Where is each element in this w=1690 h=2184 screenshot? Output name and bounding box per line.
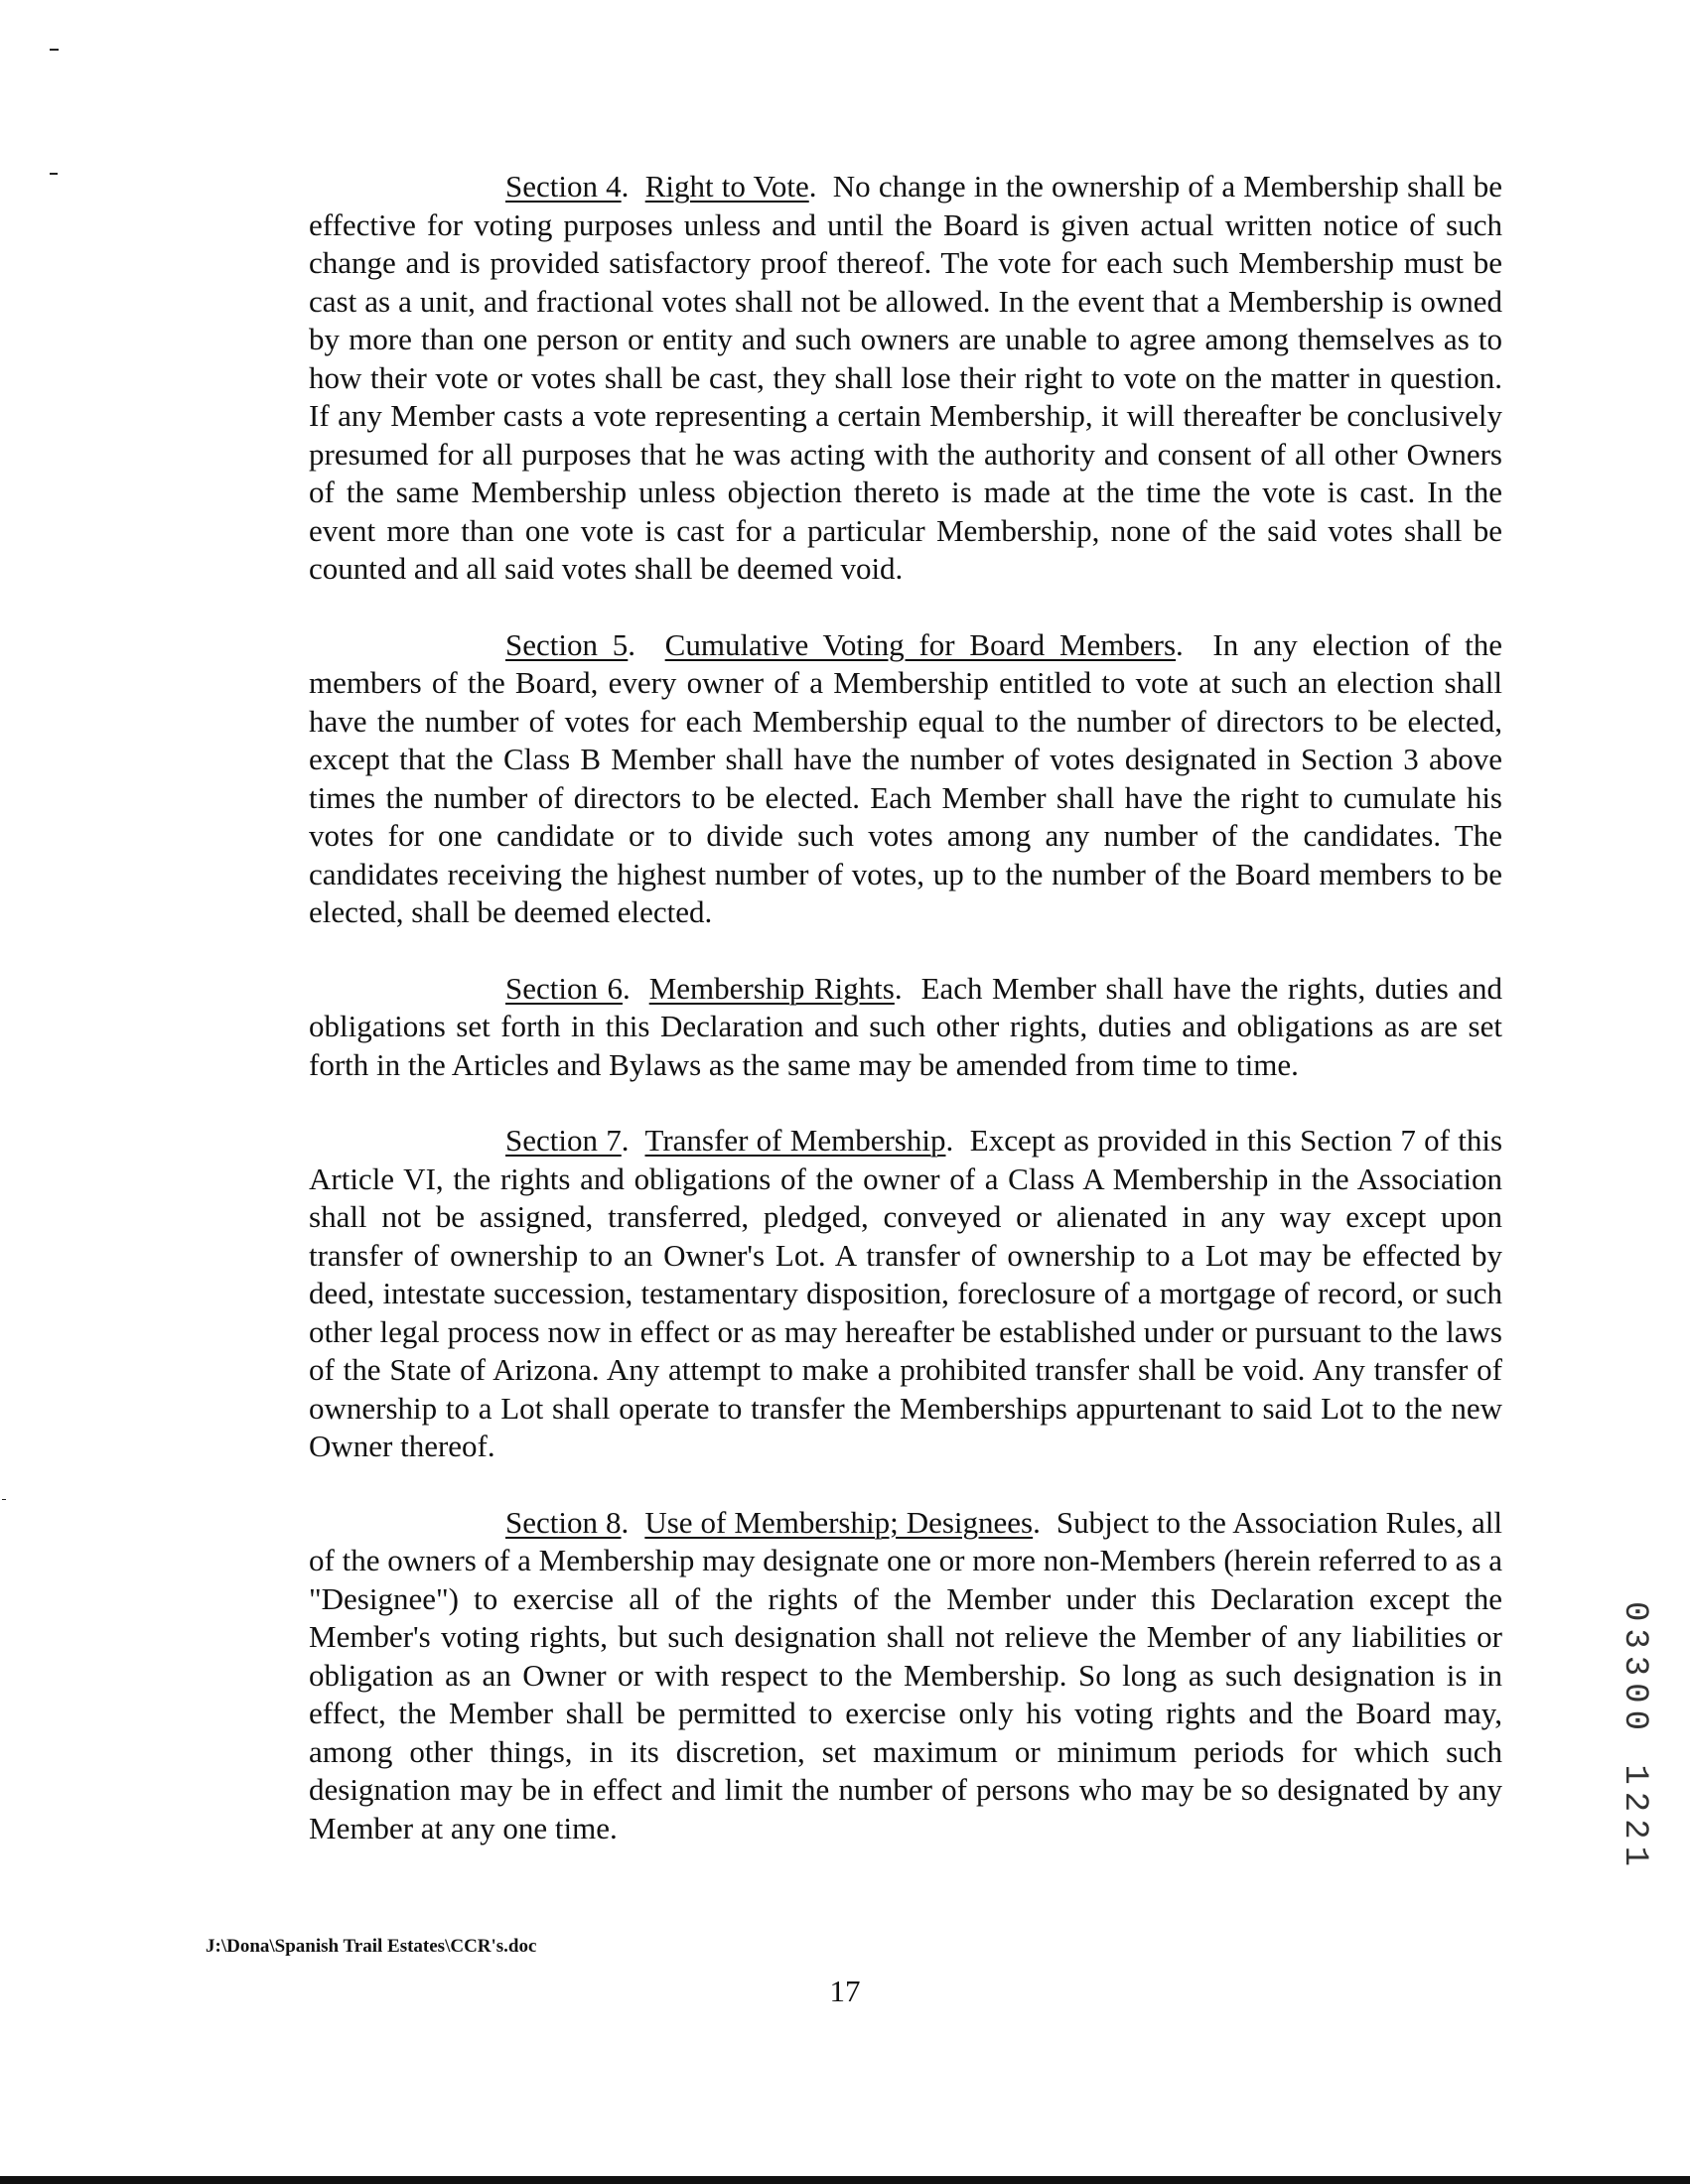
- section-number: Section 5: [505, 626, 629, 662]
- section-number: Section 6: [505, 970, 623, 1006]
- section-title: Use of Membership; Designees: [644, 1504, 1034, 1540]
- section-6-paragraph: Section 6. Membership Rights. Each Member shall have the rights, duties and obligations set forth in this Declaration and such other rights, duties and obligations as are set forth in the Articles and Bylaws as the same may be amended from time to time.: [309, 970, 1503, 1082]
- section-body: In any election of the members of the Board, every owner of a Membership entitled to vote at such an election shall have the number of votes for each Membership equal to the number of directors to be elected, except that the Class B Member shall have the number of votes designated in Section 3 above times the number of directors to be elected. Each Member shall have the right to cumulate his votes for one candidate or to divide such votes among any number of the candidates. The candidates receiving the highest number of votes, up to the number of the Board members to be elected, shall be deemed elected.: [309, 626, 1502, 929]
- section-body: Subject to the Association Rules, all of the owners of a Membership may designate one or more non-Members (herein referred to as a "Designee") to exercise all of the rights of the Member under this Declaration except the Member's voting rights, but such designation shall not relieve the Member of any liabilities or obligation as an Owner or with respect to the Membership. So long as such designation is in effect, the Member shall be permitted to exercise only his voting rights and the Board may, among other things, in its discretion, set maximum or minimum periods for which such designation may be in effect and limit the number of persons who may be so designated by any Member at any one time.: [309, 1504, 1503, 1845]
- scan-mark: [2, 1499, 6, 1500]
- scan-mark: [50, 173, 58, 175]
- document-body: [309, 168, 1502, 1847]
- margin-stamp-text: 03300 1221: [1616, 1600, 1653, 1874]
- page-number: 17: [829, 1974, 861, 2008]
- section-5-paragraph: Section 5. Cumulative Voting for Board Members. In any election of the members of the Board, every owner of a Membership entitled to vote at such an election shall have the number of votes for each Membership equal to the number of directors to be elected, except that the Class B Member shall have the number of votes designated in Section 3 above times the number of directors to be elected. Each Member shall have the right to cumulate his votes for one candidate or to divide such votes among any number of the candidates. The candidates receiving the highest number of votes, up to the number of the Board members to be elected, shall be deemed elected.: [309, 626, 1502, 929]
- section-body: No change in the ownership of a Membership shall be effective for voting purposes unless and until the Board is given actual written notice of such change and is provided satisfactory proof thereof. The vote for each such Membership must be cast as a unit, and fractional votes shall not be allowed. In the event that a Membership is owned by more than one person or entity and such owners are unable to agree among themselves as to how their vote or votes shall be cast, they shall lose their right to vote on the matter in question. If any Member casts a vote representing a certain Membership, it will thereafter be conclusively presumed for all purposes that he was acting with the authority and consent of all other Owners of the same Membership unless objection thereto is made at the time the vote is cast. In the event more than one vote is cast for a particular Membership, none of the said votes shall be counted and all said votes shall be deemed void.: [309, 169, 1503, 586]
- section-number: Section 8: [505, 1504, 622, 1540]
- section-8-paragraph: Section 8. Use of Membership; Designees. Subject to the Association Rules, all of the owners of a Membership may designate one or more non-Members (herein referred to as a "Designee") to exercise all of the rights of the Member under this Declaration except the Member's voting rights, but such designation shall not relieve the Member of any liabilities or obligation as an Owner or with respect to the Membership. So long as such designation is in effect, the Member shall be permitted to exercise only his voting rights and the Board may, among other things, in its discretion, set maximum or minimum periods for which such designation may be in effect and limit the number of persons who may be so designated by any Member at any one time.: [309, 1504, 1503, 1845]
- section-body: Each Member shall have the rights, duties and obligations set forth in this Declaration and such other rights, duties and obligations as are set forth in the Articles and Bylaws as the same may be amended from time to time.: [309, 970, 1503, 1082]
- margin-stamp: [1617, 1588, 1652, 1886]
- section-number: Section 7: [505, 1123, 622, 1158]
- section-body: Except as provided in this Section 7 of this Article VI, the rights and obligations of the owner of a Class A Membership in the Association shall not be assigned, transferred, pledged, conveyed or alienated in any way except upon transfer of ownership to an Owner's Lot. A transfer of ownership to a Lot may be effected by deed, intestate succession, testamentary disposition, foreclosure of a mortgage of record, or such other legal process now in effect or as may hereafter be established under or pursuant to the laws of the State of Arizona. Any attempt to make a prohibited transfer shall be void. Any transfer of ownership to a Lot shall operate to transfer the Memberships appurtenant to said Lot to the new Owner thereof.: [309, 1123, 1503, 1463]
- section-title: Membership Rights: [648, 970, 895, 1006]
- section-7-paragraph: Section 7. Transfer of Membership. Except as provided in this Section 7 of this Article VI, the rights and obligations of the owner of a Class A Membership in the Association shall not be assigned, transferred, pledged, conveyed or alienated in any way except upon transfer of ownership to an Owner's Lot. A transfer of ownership to a Lot may be effected by deed, intestate succession, testamentary disposition, foreclosure of a mortgage of record, or such other legal process now in effect or as may hereafter be established under or pursuant to the laws of the State of Arizona. Any attempt to make a prohibited transfer shall be void. Any transfer of ownership to a Lot shall operate to transfer the Memberships appurtenant to said Lot to the new Owner thereof.: [309, 1123, 1503, 1463]
- footer-file-path: J:\Dona\Spanish Trail Estates\CCR's.doc: [206, 1936, 537, 1957]
- section-title: Right to Vote: [644, 169, 809, 204]
- section-title: Transfer of Membership: [644, 1123, 946, 1158]
- scan-bottom-edge: [0, 2176, 1690, 2184]
- section-title: Cumulative Voting for Board Members: [664, 626, 1177, 662]
- section-number: Section 4: [505, 169, 622, 204]
- scan-mark: [50, 49, 59, 51]
- section-4-paragraph: Section 4. Right to Vote. No change in the ownership of a Membership shall be effective for voting purposes unless and until the Board is given actual written notice of such change and is provided satisfactory proof thereof. The vote for each such Membership must be cast as a unit, and fractional votes shall not be allowed. In the event that a Membership is owned by more than one person or entity and such owners are unable to agree among themselves as to how their vote or votes shall be cast, they shall lose their right to vote on the matter in question. If any Member casts a vote representing a certain Membership, it will thereafter be conclusively presumed for all purposes that he was acting with the authority and consent of all other Owners of the same Membership unless objection thereto is made at the time the vote is cast. In the event more than one vote is cast for a particular Membership, none of the said votes shall be counted and all said votes shall be deemed void.: [309, 169, 1503, 586]
